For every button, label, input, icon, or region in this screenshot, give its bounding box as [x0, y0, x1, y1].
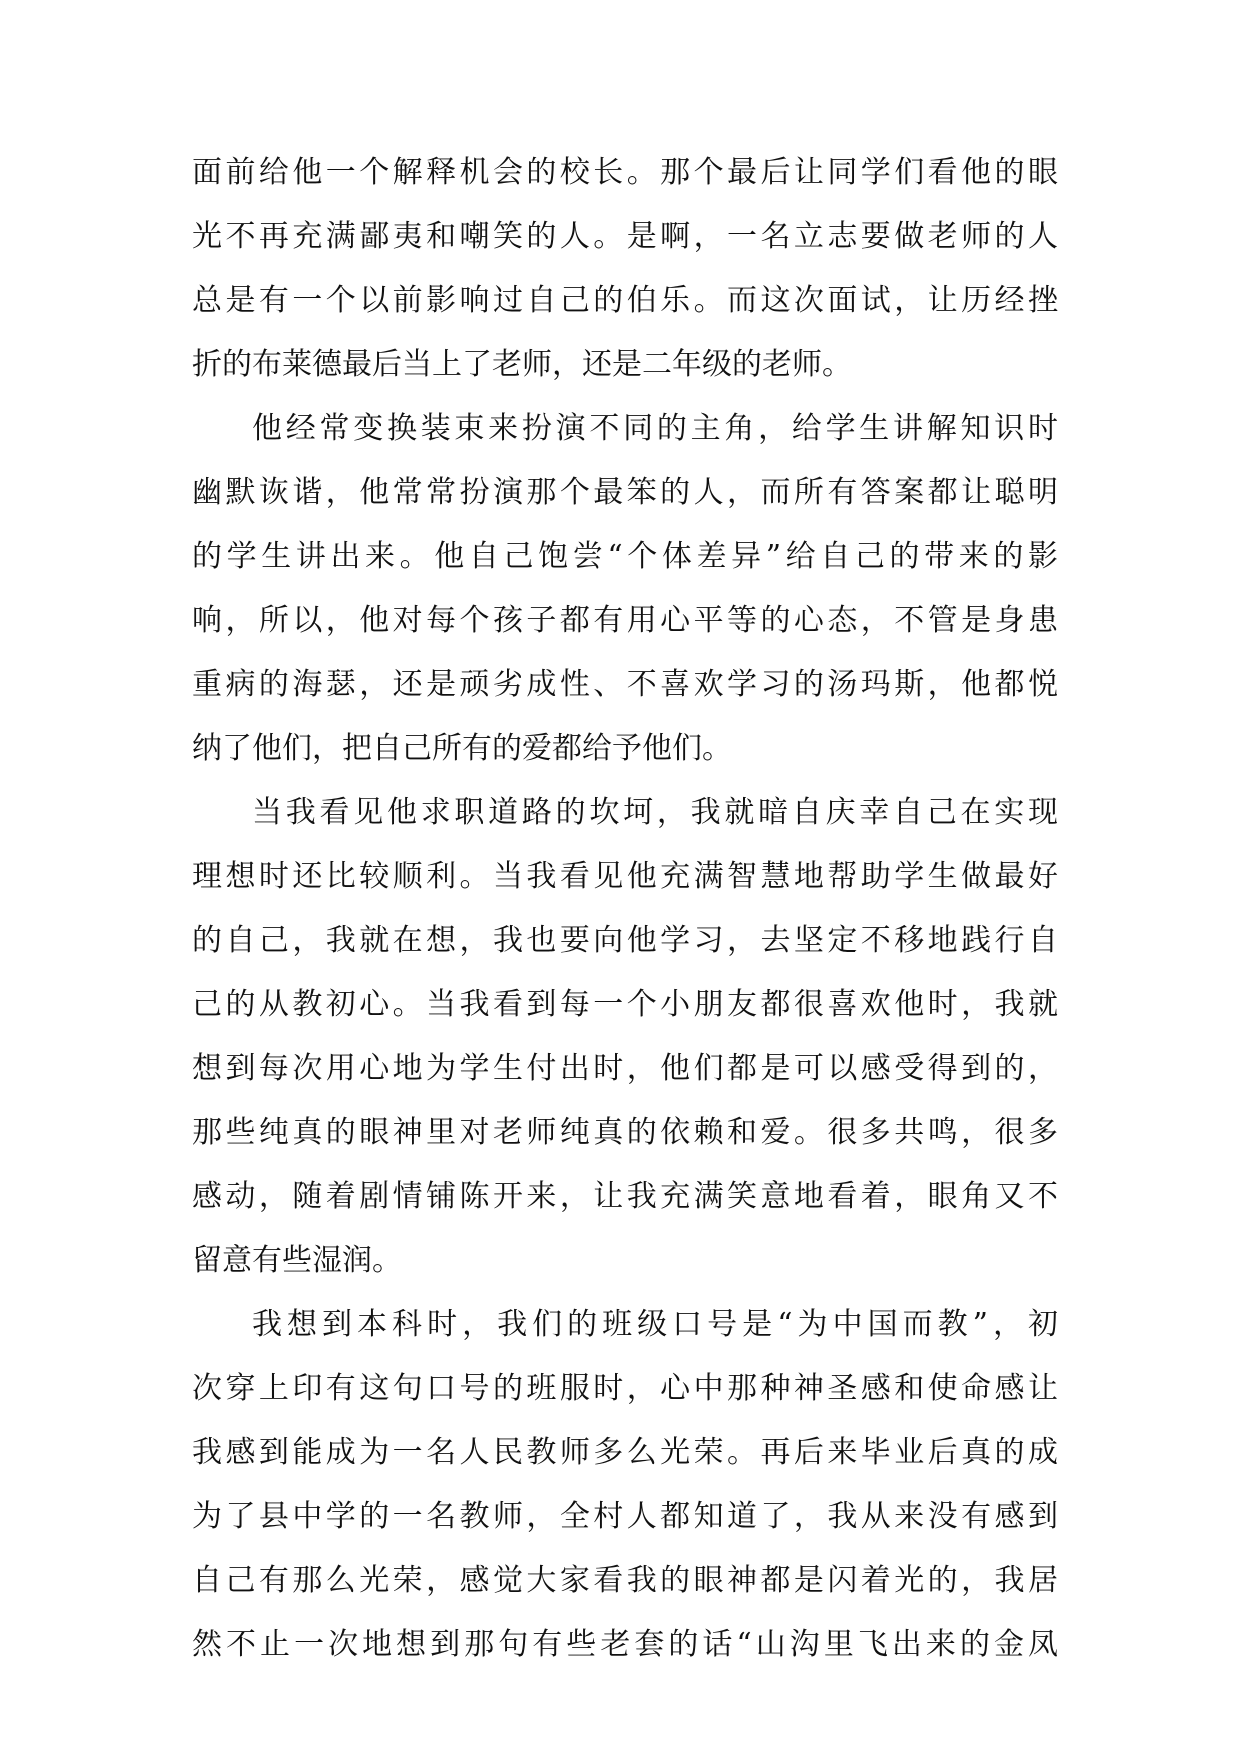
text-line: 的学生讲出来。他自己饱尝“个体差异”给自己的带来的影: [192, 539, 1058, 574]
text-line: 然不止一次地想到那句有些老套的话“山沟里飞出来的金凤: [192, 1627, 1058, 1662]
text-line: 重病的海瑟，还是顽劣成性、不喜欢学习的汤玛斯，他都悦: [192, 667, 1058, 702]
text-line: 自己有那么光荣，感觉大家看我的眼神都是闪着光的，我居: [192, 1563, 1058, 1598]
text-line: 理想时还比较顺利。当我看见他充满智慧地帮助学生做最好: [192, 859, 1058, 894]
text-line: 他经常变换装束来扮演不同的主角，给学生讲解知识时: [252, 411, 1058, 446]
text-line: 己的从教初心。当我看到每一个小朋友都很喜欢他时，我就: [192, 987, 1058, 1022]
text-line: 幽默诙谐，他常常扮演那个最笨的人，而所有答案都让聪明: [192, 475, 1058, 510]
text-line: 想到每次用心地为学生付出时，他们都是可以感受得到的，: [192, 1051, 1058, 1086]
text-line: 光不再充满鄙夷和嘲笑的人。是啊，一名立志要做老师的人: [192, 219, 1058, 254]
text-line: 我想到本科时，我们的班级口号是“为中国而教”，初: [252, 1307, 1058, 1342]
text-line: 纳了他们，把自己所有的爱都给予他们。: [192, 731, 732, 766]
text-line: 为了县中学的一名教师，全村人都知道了，我从来没有感到: [192, 1499, 1058, 1534]
text-line: 响，所以，他对每个孩子都有用心平等的心态，不管是身患: [192, 603, 1058, 638]
body-text: [192, 141, 1058, 1677]
text-line: 总是有一个以前影响过自己的伯乐。而这次面试，让历经挫: [192, 283, 1058, 318]
text-line: 留意有些湿润。: [192, 1243, 402, 1278]
text-line: 折的布莱德最后当上了老师，还是二年级的老师。: [192, 347, 852, 382]
text-line: 感动，随着剧情铺陈开来，让我充满笑意地看着，眼角又不: [192, 1179, 1058, 1214]
text-line: 我感到能成为一名人民教师多么光荣。再后来毕业后真的成: [192, 1435, 1058, 1470]
text-line: 那些纯真的眼神里对老师纯真的依赖和爱。很多共鸣，很多: [192, 1115, 1058, 1150]
text-line: 当我看见他求职道路的坎坷，我就暗自庆幸自己在实现: [252, 795, 1058, 830]
text-line: 的自己，我就在想，我也要向他学习，去坚定不移地践行自: [192, 923, 1058, 958]
text-line: 次穿上印有这句口号的班服时，心中那种神圣感和使命感让: [192, 1371, 1058, 1406]
text-line: 面前给他一个解释机会的校长。那个最后让同学们看他的眼: [192, 155, 1058, 190]
